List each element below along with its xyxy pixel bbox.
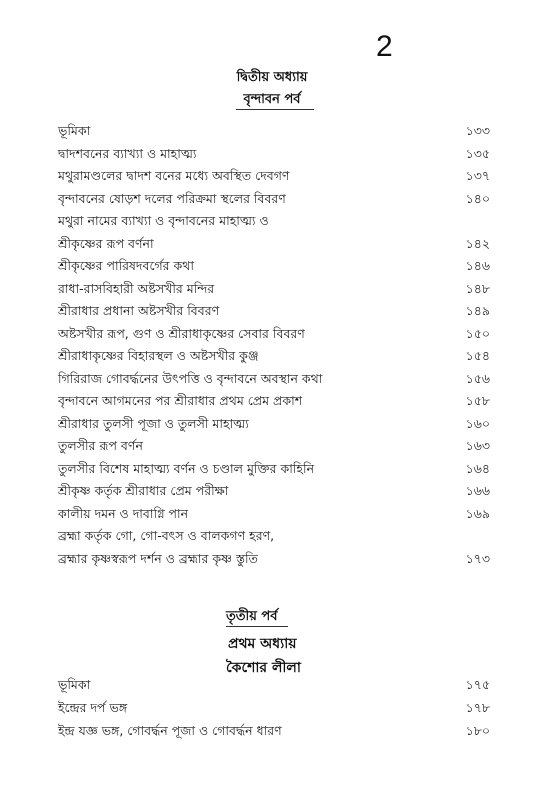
entry-title: গিরিরাজ গোবর্দ্ধনের উৎপত্তি ও বৃন্দাবনে অবস্থান কথা (58, 370, 323, 386)
page-number: 2 (376, 30, 393, 63)
entry-page-number: ১৫৪ (465, 348, 490, 363)
entry-title: বৃন্দাবনের ষোড়শ দলের পরিক্রমা স্থলের বিবরণ (58, 190, 286, 206)
entry-title: ভূমিকা (58, 677, 91, 692)
entry-page-number: ১৩৩ (465, 123, 490, 138)
entry-page-number: ১৪৬ (465, 258, 490, 273)
entry-page-number: ১৭৮ (465, 700, 490, 715)
entry-title: মথুরা নামের ব্যাখ্যা ও বৃন্দাবনের মাহাত্ম্য ও (58, 213, 269, 228)
entry-page-number: ১৬৬ (465, 483, 490, 498)
entry-title: বৃন্দাবনে আগমনের পর শ্রীরাধার প্রথম প্রেম প্রকাশ (58, 393, 303, 408)
entry-title: ইন্দ্র যজ্ঞ ভঙ্গ, গোবর্দ্ধন পূজা ও গোবর্দ্ধন ধারণ (58, 723, 282, 738)
entry-title: তুলসীর বিশেষ মাহাত্ম্য বর্ণন ও চণ্ডাল মুক্তির কাহিনি (58, 460, 315, 476)
entry-page-number: ১৪২ (465, 235, 490, 251)
entry-title: শ্রীরাধার প্রধানা অষ্টসখীর বিবরণ (58, 303, 220, 318)
part-heading-vrindavan: বৃন্দাবন পর্ব (243, 92, 301, 107)
entry-page-number: ১৩৭ (465, 168, 490, 183)
toc-entry (58, 701, 490, 723)
entry-title: দ্বাদশবনের ব্যাখ্যা ও মাহাত্ম্য (58, 145, 197, 161)
entry-page-number: ১৫৮ (465, 393, 490, 408)
entry-title: ইন্দ্রের দর্প ভঙ্গ (58, 700, 128, 715)
toc-entry (58, 678, 490, 700)
entry-title: কালীয় দমন ও দাবাগ্নি পান (58, 505, 189, 521)
entry-page-number: ১৪৯ (465, 303, 490, 318)
subtitle-kaishor-leela: কৈশোর লীলা (226, 660, 301, 676)
toc-entry (58, 724, 490, 746)
entry-page-number: ১৪০ (465, 190, 490, 206)
entry-page-number: ১৪৮ (465, 280, 490, 296)
entry-page-number: ১৭৫ (465, 677, 490, 692)
entry-title: শ্রীরাধার তুলসী পূজা ও তুলসী মাহাত্ম্য (58, 415, 249, 431)
entry-page-number: ১৭৩ (465, 550, 490, 566)
entry-title: শ্রীরাধাকৃষ্ণের বিহারস্থল ও অষ্টসখীর কুঞ্জ (58, 348, 259, 363)
entry-title: ব্রহ্মা কর্তৃক গো, গো-বৎস ও বালকগণ হরণ, (58, 528, 275, 543)
entry-title: ভূমিকা (58, 123, 91, 138)
entry-title: তুলসীর রূপ বর্ণন (58, 438, 143, 453)
entry-page-number: ১৫৬ (465, 370, 490, 386)
entry-page-number: ১৬৯ (465, 505, 490, 521)
entry-page-number: ১৫০ (465, 325, 490, 341)
entry-title: শ্রীকৃষ্ণের পারিষদবর্গের কথা (58, 258, 194, 273)
entry-page-number: ১৬৪ (465, 460, 490, 476)
chapter-heading-2: দ্বিতীয় অধ্যায় (236, 70, 308, 85)
part-heading-third: তৃতীয় পর্ব (226, 609, 278, 624)
entry-page-number: ১৬০ (465, 415, 490, 431)
entry-page-number: ১৩৫ (465, 145, 490, 161)
entry-title: মথুরামণ্ডলের দ্বাদশ বনের মধ্যে অবস্থিত দেবগণ (58, 168, 290, 183)
entry-title: শ্রীকৃষ্ণের রূপ বর্ণনা (58, 235, 154, 251)
entry-title: রাধা-রাসবিহারী অষ্টসখীর মন্দির (58, 280, 215, 296)
entry-title: ব্রহ্মার কৃষ্ণস্বরূপ দর্শন ও ব্রহ্মার কৃষ্ণ স্তুতি (58, 550, 258, 566)
entry-page-number: ১৮০ (465, 723, 490, 738)
entry-title: শ্রীকৃষ্ণ কর্তৃক শ্রীরাধার প্রেম পরীক্ষা (58, 483, 229, 498)
entry-title: অষ্টসখীর রূপ, গুণ ও শ্রীরাধাকৃষ্ণের সেবার বিবরণ (58, 325, 305, 341)
entry-page-number: ১৬৩ (465, 438, 490, 453)
chapter-heading-first: প্রথম অধ্যায় (228, 636, 297, 652)
